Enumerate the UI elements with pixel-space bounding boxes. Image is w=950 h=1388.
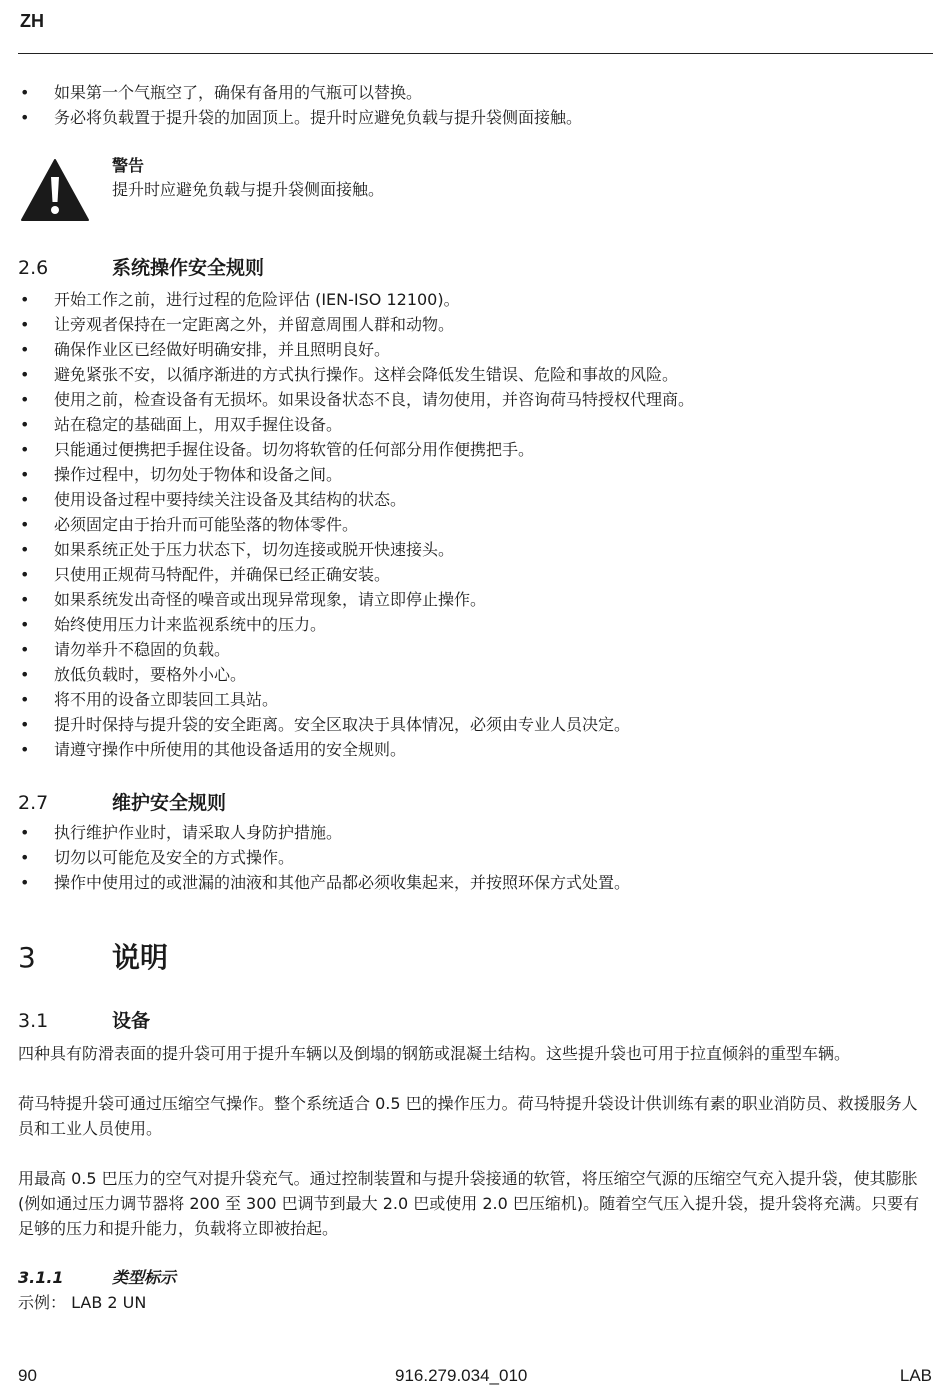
warning-triangle-icon <box>20 158 90 222</box>
section-3-1-heading <box>18 1008 150 1034</box>
list-item: • 必须固定由于抬升而可能坠落的物体零件。 <box>18 512 933 537</box>
section-number: 3.1.1 <box>18 1268 64 1287</box>
list-item: • 站在稳定的基础面上，用双手握住设备。 <box>18 412 933 437</box>
list-item: • 如果第一个气瓶空了，确保有备用的气瓶可以替换。 <box>18 80 933 105</box>
section-2-6-list <box>18 287 933 762</box>
list-item: • 操作过程中，切勿处于物体和设备之间。 <box>18 462 933 487</box>
section-number: 2.7 <box>18 792 49 814</box>
list-item: • 使用之前，检查设备有无损坏。如果设备状态不良，请勿使用，并咨询荷马特授权代理商。 <box>18 387 933 412</box>
paragraph: 荷马特提升袋可通过压缩空气操作。整个系统适合 0.5 巴的操作压力。荷马特提升袋设计供训练有素的职业消防员、救援服务人员和工业人员使用。 <box>18 1094 918 1138</box>
type-example: 示例： LAB 2 UN <box>18 1293 147 1312</box>
intro-bullet-list <box>18 80 933 130</box>
list-item: • 请遵守操作中所使用的其他设备适用的安全规则。 <box>18 737 933 762</box>
list-item: • 切勿以可能危及安全的方式操作。 <box>18 845 933 870</box>
product-code: LAB <box>899 1366 932 1385</box>
header-rule <box>18 53 933 54</box>
chapter-3-heading <box>18 940 168 976</box>
paragraph: 用最高 0.5 巴压力的空气对提升袋充气。通过控制装置和与提升袋接通的软管，将压缩空气源的压缩空气充入提升袋，使其膨胀 (例如通过压力调节器将 200 至 300 巴调节到最大 2.0 巴或使用 2.0 巴压缩机)。随着空气压入提升袋，提升袋将充满。只要有足够的压力和提升能力，负载将立即被抬起。 <box>18 1169 920 1238</box>
list-item: • 使用设备过程中要持续关注设备及其结构的状态。 <box>18 487 933 512</box>
section-title: 设备 <box>112 1010 151 1032</box>
list-item: • 只使用正规荷马特配件，并确保已经正确安装。 <box>18 562 933 587</box>
section-2-7-heading <box>18 790 226 816</box>
list-item: • 如果系统正处于压力状态下，切勿连接或脱开快速接头。 <box>18 537 933 562</box>
list-item: • 确保作业区已经做好明确安排，并且照明良好。 <box>18 337 933 362</box>
warning-text: 提升时应避免负载与提升袋侧面接触。 <box>112 180 385 199</box>
list-item: • 请勿举升不稳固的负载。 <box>18 637 933 662</box>
section-2-6-heading <box>18 255 264 281</box>
section-title: 维护安全规则 <box>112 792 227 814</box>
paragraph: 四种具有防滑表面的提升袋可用于提升车辆以及倒塌的钢筋或混凝土结构。这些提升袋也可用于拉直倾斜的重型车辆。 <box>18 1044 851 1063</box>
language-code: ZH <box>20 11 44 31</box>
list-item: • 如果系统发出奇怪的噪音或出现异常现象，请立即停止操作。 <box>18 587 933 612</box>
list-item: • 开始工作之前，进行过程的危险评估 (IEN-ISO 12100)。 <box>18 287 933 312</box>
list-item: • 执行维护作业时，请采取人身防护措施。 <box>18 820 933 845</box>
list-item: • 始终使用压力计来监视系统中的压力。 <box>18 612 933 637</box>
section-number: 3.1 <box>18 1010 49 1032</box>
section-number: 2.6 <box>18 257 49 279</box>
warning-title: 警告 <box>112 156 145 175</box>
list-item: • 放低负载时，要格外小心。 <box>18 662 933 687</box>
list-item: • 让旁观者保持在一定距离之外，并留意周围人群和动物。 <box>18 312 933 337</box>
list-item: • 只能通过便携把手握住设备。切勿将软管的任何部分用作便携把手。 <box>18 437 933 462</box>
chapter-number: 3 <box>18 941 36 974</box>
list-item: • 提升时保持与提升袋的安全距离。安全区取决于具体情况，必须由专业人员决定。 <box>18 712 933 737</box>
section-title: 类型标示 <box>112 1268 177 1287</box>
section-3-1-1-heading <box>18 1266 176 1290</box>
list-item: • 将不用的设备立即装回工具站。 <box>18 687 933 712</box>
page-number: 90 <box>18 1366 37 1385</box>
section-2-7-list <box>18 820 933 895</box>
list-item: • 避免紧张不安，以循序渐进的方式执行操作。这样会降低发生错误、危险和事故的风险。 <box>18 362 933 387</box>
list-item: • 务必将负载置于提升袋的加固顶上。提升时应避免负载与提升袋侧面接触。 <box>18 105 933 130</box>
section-title: 系统操作安全规则 <box>112 257 265 279</box>
list-item: • 操作中使用过的或泄漏的油液和其他产品都必须收集起来，并按照环保方式处置。 <box>18 870 933 895</box>
document-number: 916.279.034_010 <box>395 1366 528 1385</box>
chapter-title: 说明 <box>112 941 169 974</box>
